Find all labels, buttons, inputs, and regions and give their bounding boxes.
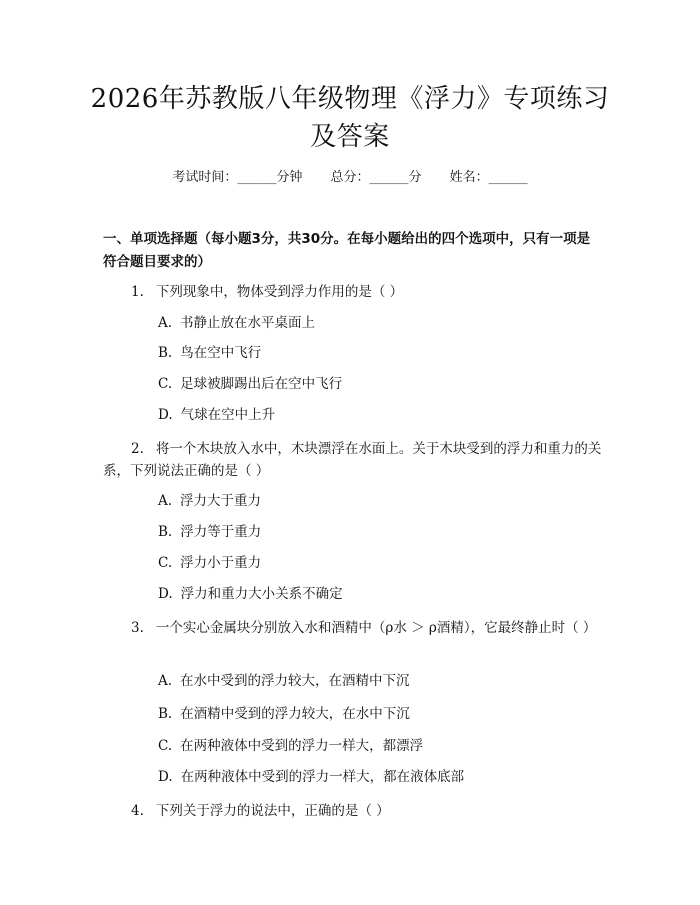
option-2a: A. 浮力大于重力 — [158, 493, 262, 509]
document-title: 2026年苏教版八年级物理《浮力》专项练习及答案 — [90, 84, 610, 152]
option-3a: A. 在水中受到的浮力较大，在酒精中下沉 — [158, 673, 410, 689]
question-number: 1. — [131, 284, 144, 300]
question-2 — [103, 438, 603, 482]
question-1 — [103, 281, 603, 303]
option-1d: D. 气球在空中上升 — [158, 407, 276, 423]
question-3 — [103, 617, 603, 639]
exam-time: 考试时间：______分钟 — [172, 170, 303, 185]
option-2b: B. 浮力等于重力 — [158, 524, 262, 540]
option-3d: D. 在两种液体中受到的浮力一样大，都在液体底部 — [158, 769, 465, 785]
student-name: 姓名：______ — [449, 170, 528, 185]
question-text: 一个实心金属块分别放入水和酒精中（ρ水 ＞ ρ酒精），它最终静止时（ ） — [155, 620, 597, 636]
option-1c: C. 足球被脚踢出后在空中飞行 — [158, 376, 343, 392]
section-heading: 一、单项选择题（每小题3分，共30分。在每小题给出的四个选项中，只有一项是符合题目要求的） — [103, 231, 591, 270]
question-number: 2. — [131, 441, 144, 457]
option-1a: A. 书静止放在水平桌面上 — [158, 315, 316, 331]
question-text: 将一个木块放入水中，木块漂浮在水面上。关于木块受到的浮力和重力的关系，下列说法正确的是（ ） — [103, 441, 602, 479]
option-3c: C. 在两种液体中受到的浮力一样大，都漂浮 — [158, 738, 424, 754]
option-2d: D. 浮力和重力大小关系不确定 — [158, 586, 343, 602]
option-3b: B. 在酒精中受到的浮力较大，在水中下沉 — [158, 706, 410, 722]
question-text: 下列现象中，物体受到浮力作用的是（ ） — [155, 284, 404, 300]
question-text: 下列关于浮力的说法中，正确的是（ ） — [155, 803, 390, 819]
exam-total-score: 总分：______分 — [330, 170, 422, 185]
option-1b: B. 鸟在空中飞行 — [158, 345, 262, 361]
exam-meta — [0, 168, 700, 188]
question-number: 4. — [131, 803, 144, 819]
question-number: 3. — [131, 620, 144, 636]
question-4 — [103, 800, 603, 822]
option-2c: C. 浮力小于重力 — [158, 555, 262, 571]
